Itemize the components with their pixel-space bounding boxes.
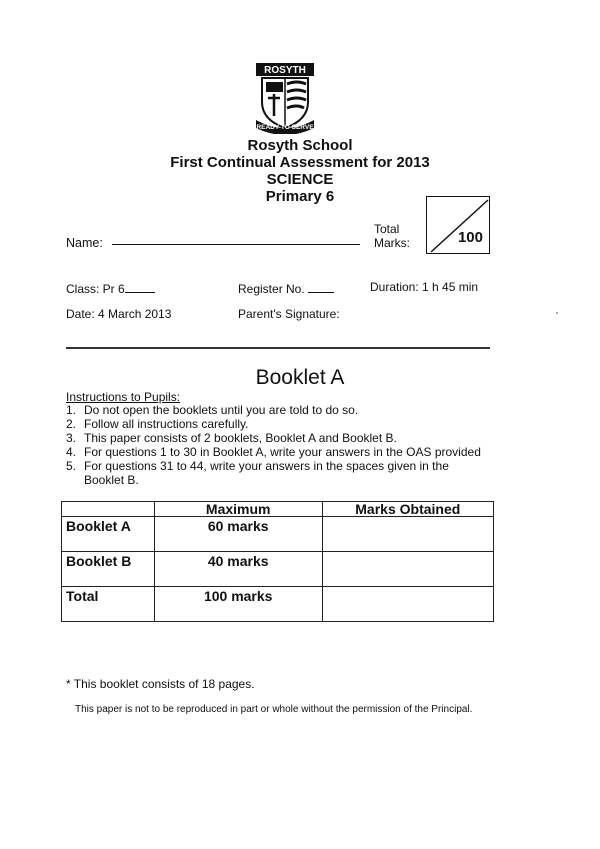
list-item — [66, 403, 506, 417]
list-item — [66, 431, 506, 445]
school-crest — [254, 62, 316, 134]
instructions-list — [66, 403, 506, 487]
item-number: 2. — [66, 417, 77, 431]
page-count-note: * This booklet consists of 18 pages. — [66, 677, 255, 691]
subject-title: SCIENCE — [266, 171, 334, 188]
diagonal-line-icon — [427, 197, 491, 255]
stray-mark — [556, 312, 558, 314]
signature-label: Parent's Signature: — [238, 307, 340, 321]
row-obtained[interactable] — [322, 587, 493, 622]
column-header-obtained: Marks Obtained — [322, 502, 493, 517]
booklet-title: Booklet A — [255, 366, 345, 389]
date-label: Date: 4 March 2013 — [66, 307, 172, 321]
crest-shield-icon — [254, 62, 316, 134]
list-item — [66, 459, 484, 487]
item-number: 1. — [66, 403, 77, 417]
row-maximum: 60 marks — [154, 517, 322, 552]
item-number: 5. — [66, 459, 77, 473]
table-row — [62, 587, 494, 622]
item-text: This paper consists of 2 booklets, Booklet A and Booklet B. — [84, 431, 397, 445]
crest-top-text: ROSYTH — [264, 65, 306, 76]
item-text: For questions 31 to 44, write your answers in the spaces given in the Booklet B. — [84, 459, 449, 487]
column-header-maximum: Maximum — [154, 502, 322, 517]
school-name: Rosyth School — [247, 137, 353, 154]
register-label: Register No. — [238, 282, 305, 296]
class-line[interactable] — [125, 280, 155, 293]
item-text: Follow all instructions carefully. — [84, 417, 249, 431]
name-line[interactable] — [112, 244, 360, 245]
table-row — [62, 552, 494, 587]
item-number: 4. — [66, 445, 77, 459]
marks-label: Marks: — [374, 236, 410, 250]
item-number: 3. — [66, 431, 77, 445]
item-text: Do not open the booklets until you are told to do so. — [84, 403, 359, 417]
divider — [66, 347, 490, 349]
marks-table — [61, 501, 494, 622]
register-field — [238, 280, 334, 296]
item-text: For questions 1 to 30 in Booklet A, write your answers in the OAS provided — [84, 445, 481, 459]
name-label: Name: — [66, 236, 103, 250]
total-marks-box — [426, 196, 490, 254]
row-obtained[interactable] — [322, 517, 493, 552]
row-obtained[interactable] — [322, 552, 493, 587]
register-line[interactable] — [308, 280, 334, 293]
assessment-title: First Continual Assessment for 2013 — [170, 154, 430, 171]
list-item — [66, 417, 506, 431]
total-label: Total — [374, 222, 400, 236]
row-maximum: 40 marks — [154, 552, 322, 587]
class-field — [66, 280, 155, 296]
table-row — [62, 517, 494, 552]
class-label: Class: Pr 6 — [66, 282, 125, 296]
row-name: Total — [62, 587, 155, 622]
copyright-notice: This paper is not to be reproduced in part or whole without the permission of the Principal. — [75, 704, 473, 715]
list-item — [66, 445, 506, 459]
row-maximum: 100 marks — [154, 587, 322, 622]
total-marks-value: 100 — [457, 229, 483, 246]
level-title: Primary 6 — [265, 188, 335, 205]
column-header-name — [62, 502, 155, 517]
duration-label: Duration: 1 h 45 min — [370, 280, 479, 294]
row-name: Booklet A — [62, 517, 155, 552]
row-name: Booklet B — [62, 552, 155, 587]
crest-motto: READY TO SERVE — [256, 124, 314, 131]
instructions-heading: Instructions to Pupils: — [66, 390, 181, 404]
table-header-row — [62, 502, 494, 517]
